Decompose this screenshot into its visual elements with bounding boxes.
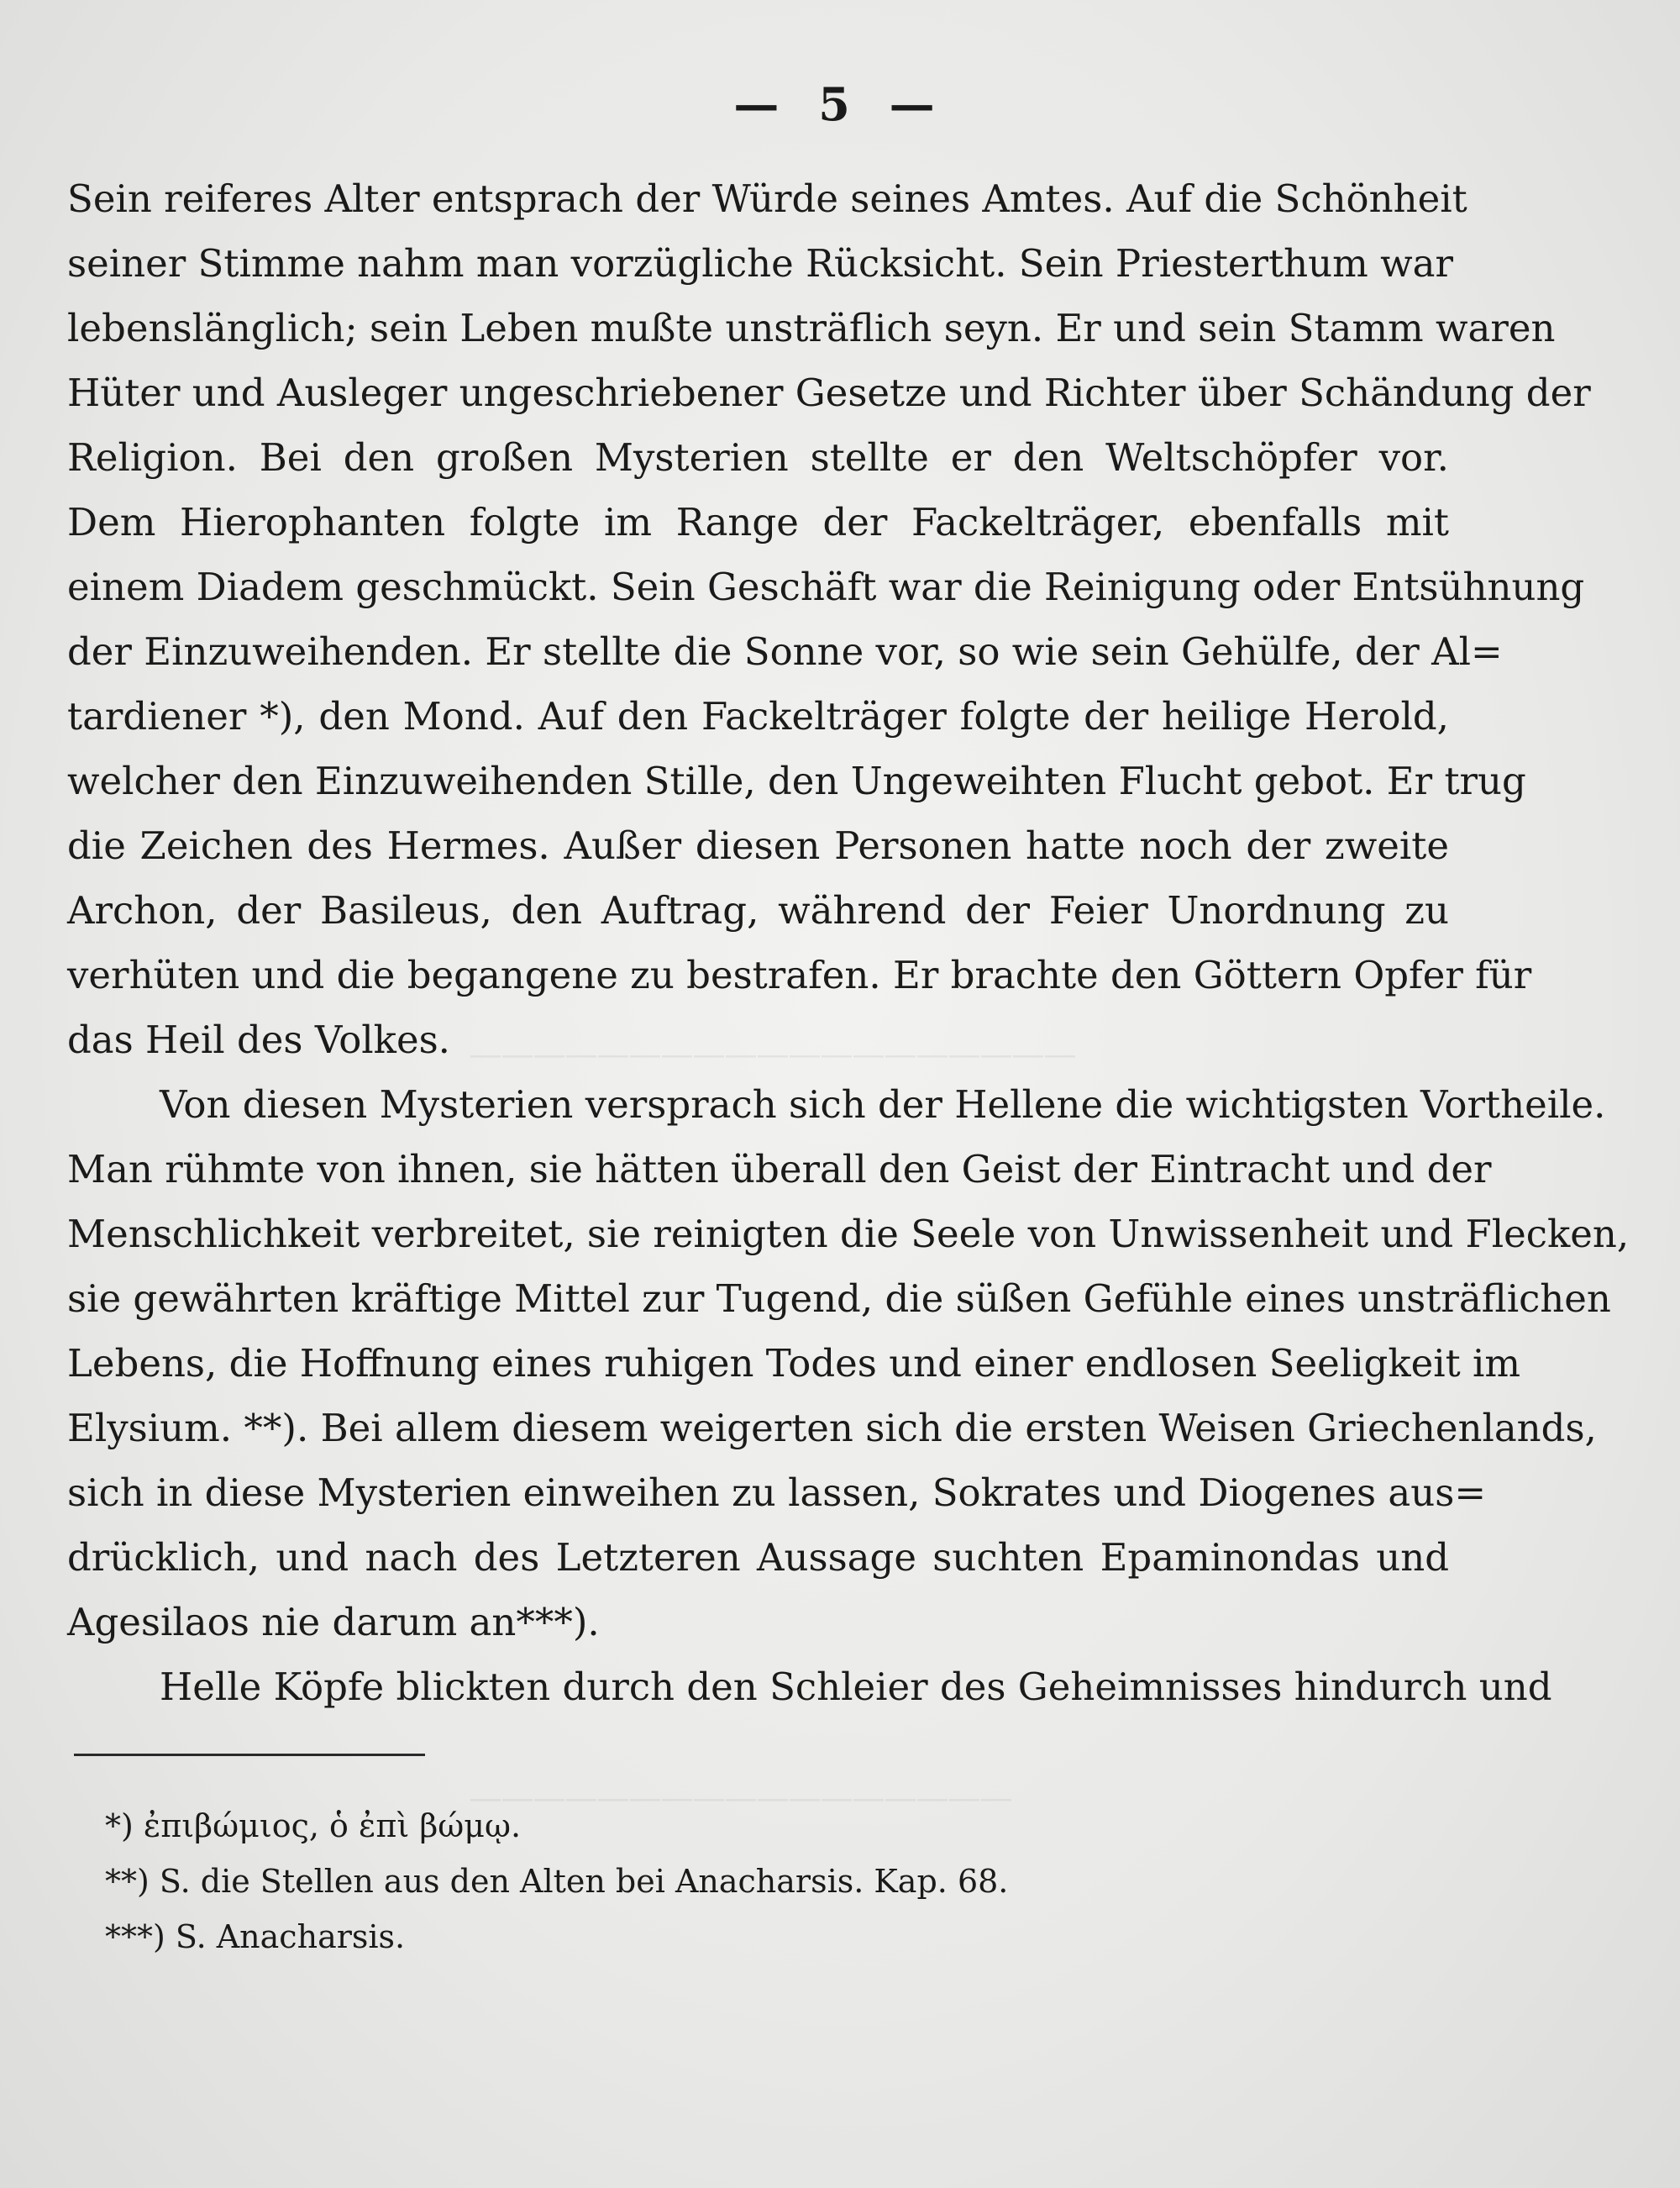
footnote-separator xyxy=(74,1754,425,1756)
text-line: Religion. Bei den großen Mysterien stellte er den Weltschöpfer vor. xyxy=(67,435,1449,480)
footnotes xyxy=(105,1798,1113,1964)
text-line: Menschlichkeit verbreitet, sie reinigten die Seele von Unwissenheit und Flecken, xyxy=(67,1212,1630,1256)
text-line: das Heil des Volkes. xyxy=(67,1018,450,1062)
text-line: Man rühmte von ihnen, sie hätten überall den Geist der Eintracht und der xyxy=(67,1147,1492,1191)
page-number: — 5 — xyxy=(733,77,947,131)
bleed-through-shadow: ――――――――――――――――― xyxy=(470,1781,1013,1816)
text-line: Elysium. **). Bei allem diesem weigerten sich die ersten Weisen Griechenlands, xyxy=(67,1406,1597,1450)
text-line: Lebens, die Hoffnung eines ruhigen Todes und einer endlosen Seeligkeit im xyxy=(67,1341,1521,1386)
text-line: lebenslänglich; sein Leben mußte unsträflich seyn. Er und sein Stamm waren xyxy=(67,306,1556,350)
text-line: die Zeichen des Hermes. Außer diesen Personen hatte noch der zweite xyxy=(67,823,1449,868)
text-line: Von diesen Mysterien versprach sich der Hellene die wichtigsten Vortheile. xyxy=(160,1082,1606,1127)
footnote: *) ἐπιβώμιος, ὁ ἐπὶ βώμῳ. xyxy=(105,1807,522,1844)
text-line: Sein reiferes Alter entsprach der Würde seines Amtes. Auf die Schönheit xyxy=(67,176,1467,221)
text-line: Hüter und Ausleger ungeschriebener Gesetze und Richter über Schändung der xyxy=(67,371,1591,415)
footnote: **) S. die Stellen aus den Alten bei Anacharsis. Kap. 68. xyxy=(105,1863,1009,1900)
text-line: der Einzuweihenden. Er stellte die Sonne vor, so wie sein Gehülfe, der Al= xyxy=(67,629,1503,674)
text-line: tardiener *), den Mond. Auf den Fackelträger folgte der heilige Herold, xyxy=(67,694,1449,739)
text-line: Agesilaos nie darum an***). xyxy=(67,1600,600,1644)
text-line: Archon, der Basileus, den Auftrag, während der Feier Unordnung zu xyxy=(67,888,1449,933)
footnote: ***) S. Anacharsis. xyxy=(105,1918,406,1955)
text-line: sich in diese Mysterien einweihen zu lassen, Sokrates und Diogenes aus= xyxy=(67,1470,1487,1515)
text-line: sie gewährten kräftige Mittel zur Tugend, die süßen Gefühle eines unsträflichen xyxy=(67,1276,1611,1321)
text-line: welcher den Einzuweihenden Stille, den Ungeweihten Flucht gebot. Er trug xyxy=(67,759,1526,803)
text-line: einem Diadem geschmückt. Sein Geschäft war die Reinigung oder Entsühnung xyxy=(67,565,1585,609)
text-line: seiner Stimme nahm man vorzügliche Rücksicht. Sein Priesterthum war xyxy=(67,241,1453,286)
text-line: Helle Köpfe blickten durch den Schleier des Geheimnisses hindurch und xyxy=(160,1665,1552,1709)
bleed-through-shadow: ――――――――――――――――――― xyxy=(470,1038,1077,1072)
text-line: drücklich, und nach des Letzteren Aussage suchten Epaminondas und xyxy=(67,1535,1449,1580)
body-text xyxy=(67,166,1630,1719)
text-line: Dem Hierophanten folgte im Range der Fackelträger, ebenfalls mit xyxy=(67,500,1449,544)
text-line: verhüten und die begangene zu bestrafen. Er brachte den Göttern Opfer für xyxy=(67,953,1532,997)
